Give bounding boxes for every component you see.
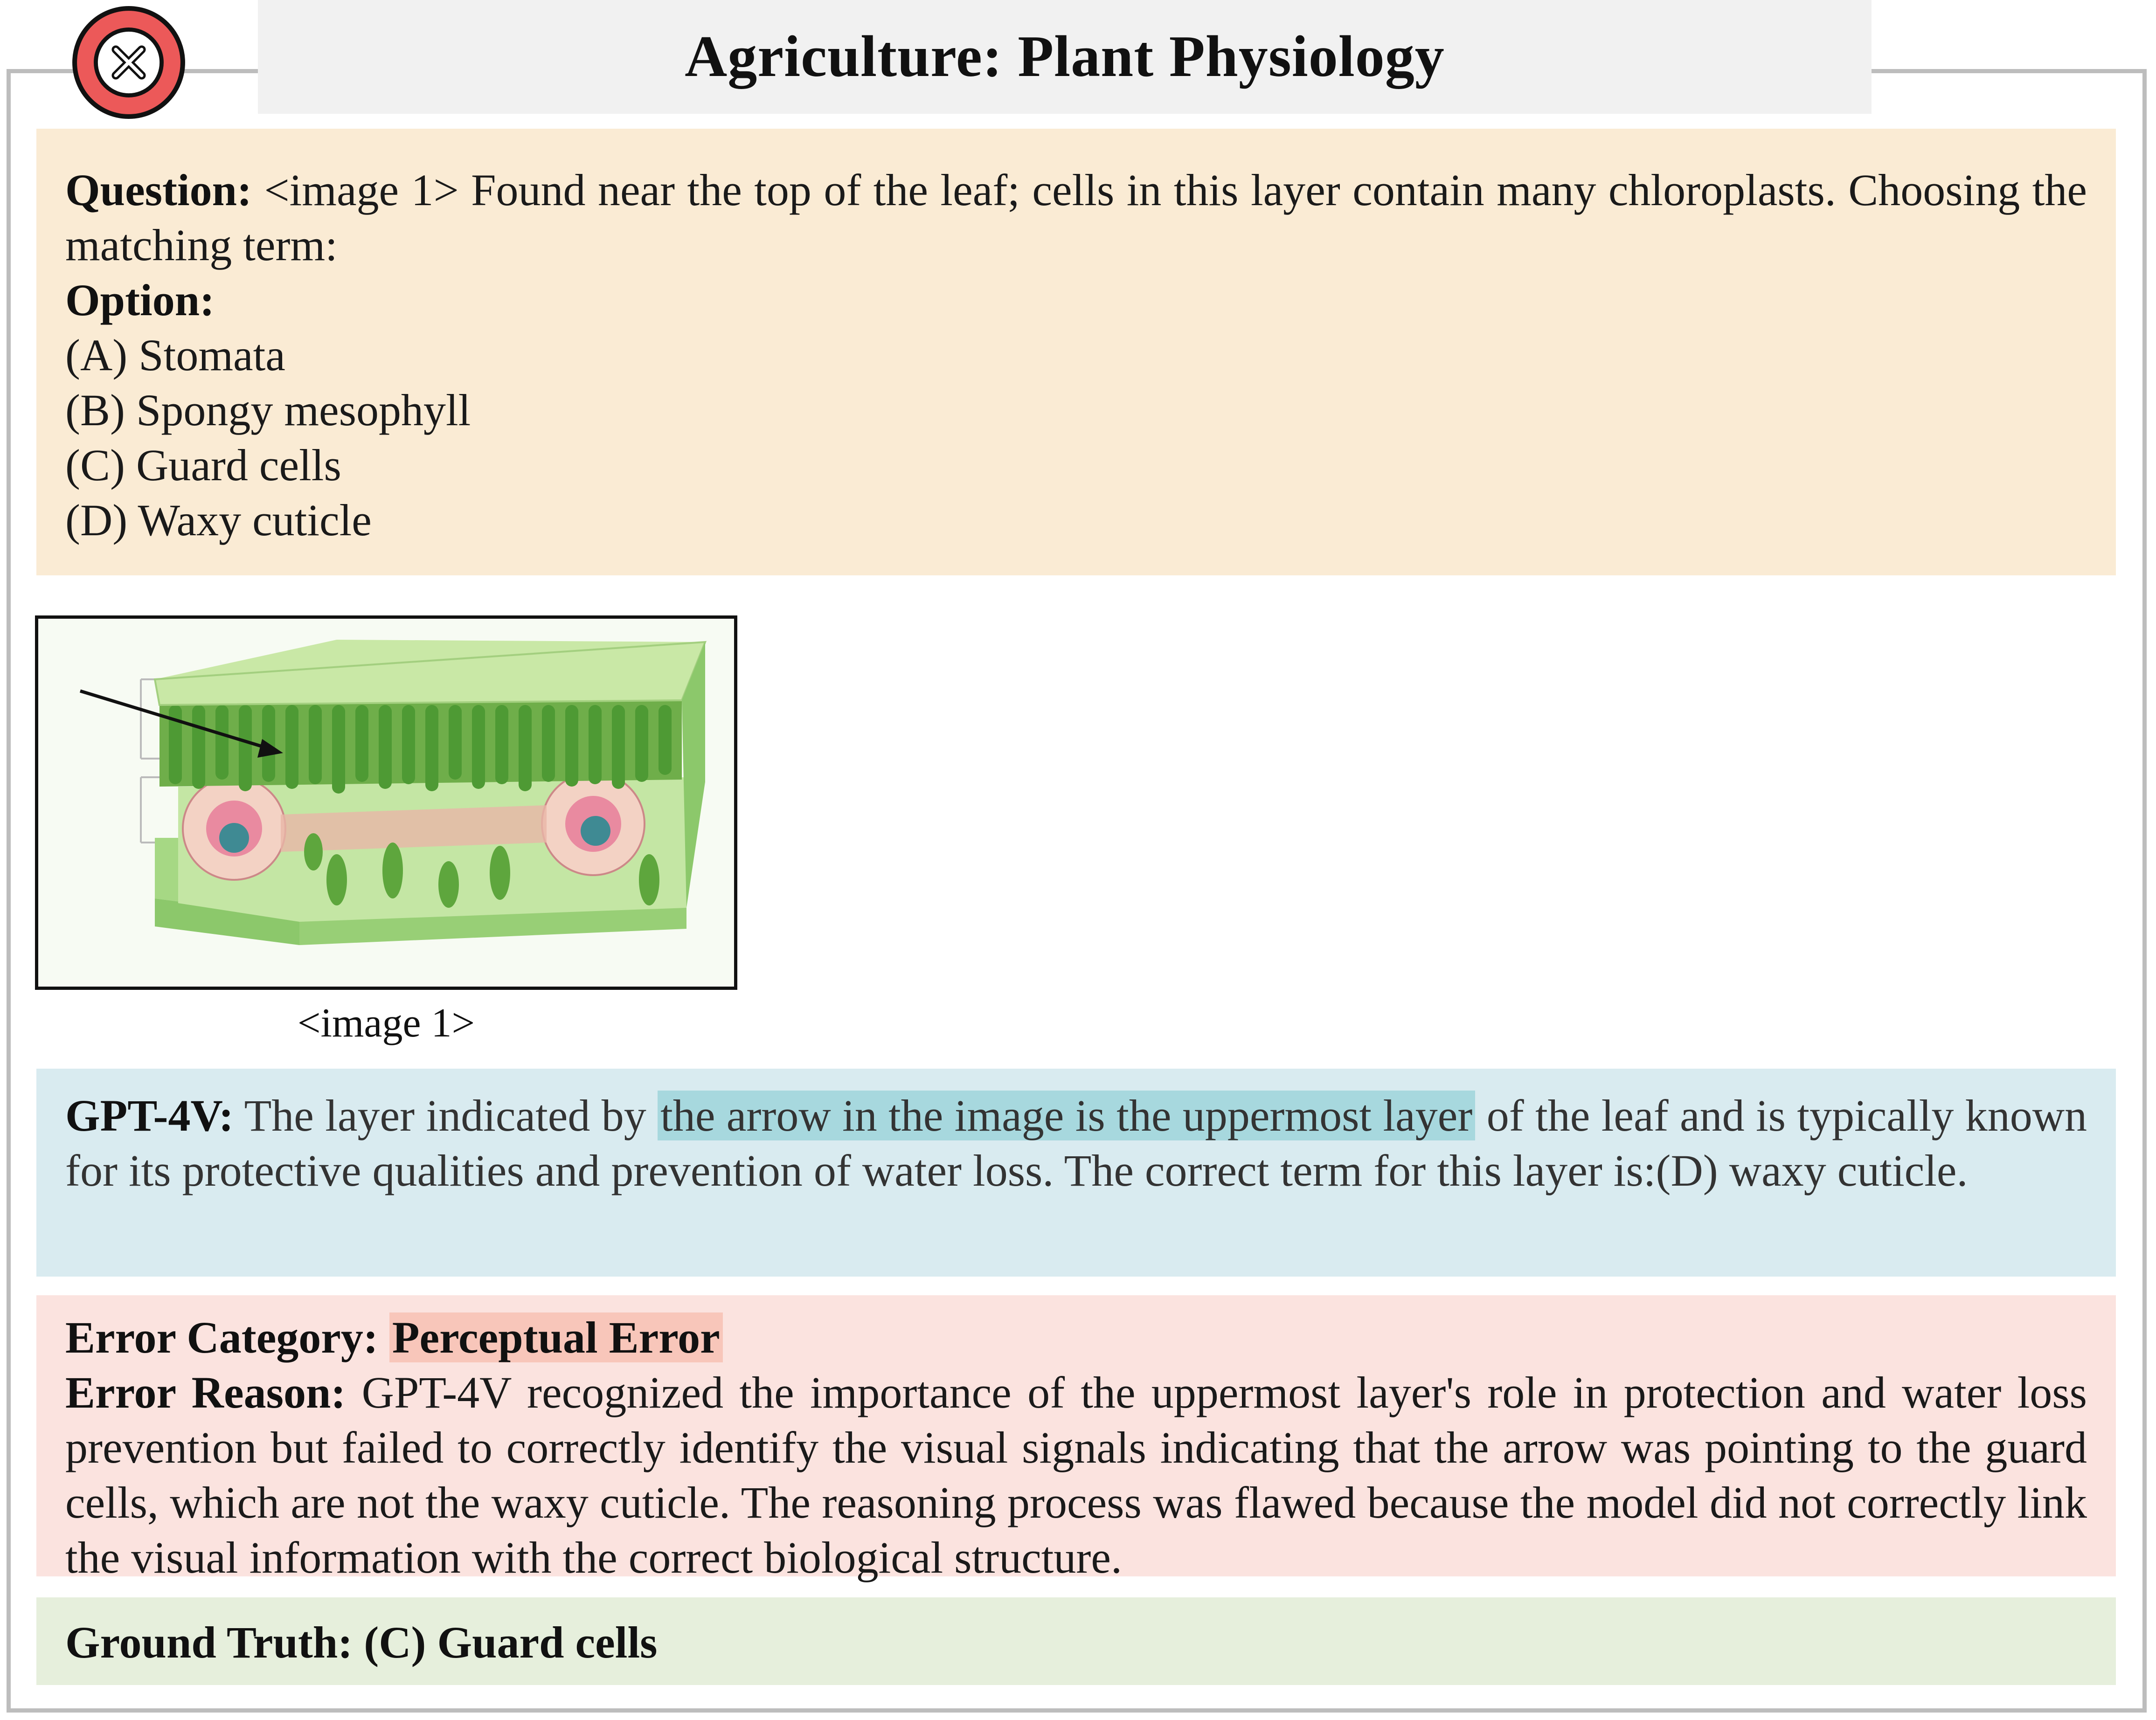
error-category-label: Error Category:	[65, 1312, 378, 1362]
answer-panel	[36, 1069, 2116, 1277]
error-category-badge: Perceptual Error	[389, 1312, 723, 1362]
error-category-line	[65, 1310, 2087, 1365]
error-reason-block	[65, 1365, 2087, 1585]
options-label: Option:	[65, 275, 215, 325]
answer-label: GPT-4V:	[65, 1091, 234, 1140]
ground-truth-panel	[36, 1597, 2116, 1685]
question-text: <image 1> Found near the top of the leaf; cells in this layer contain many chloroplasts. Choosing the matching term:	[65, 165, 2087, 270]
question-panel	[36, 129, 2116, 575]
leaf-figure	[35, 615, 737, 990]
option-a: (A) Stomata	[65, 330, 285, 380]
option-b: (B) Spongy mesophyll	[65, 385, 471, 435]
question-label: Question:	[65, 165, 252, 215]
error-panel	[36, 1295, 2116, 1582]
page-title: Agriculture: Plant Physiology	[685, 24, 1445, 89]
answer-text-before: The layer indicated by	[244, 1091, 646, 1140]
error-x-icon	[70, 4, 187, 121]
option-c: (C) Guard cells	[65, 440, 341, 490]
option-d: (D) Waxy cuticle	[65, 495, 372, 545]
error-reason-label: Error Reason:	[65, 1368, 346, 1417]
answer-text-after: of the leaf and is typically known for its protective qualities and prevention of water loss. The correct term for this layer is:(D) waxy cuticle.	[65, 1091, 2087, 1195]
error-reason-text: GPT-4V recognized the importance of the uppermost layer's role in protection and water loss prevention but failed to correctly identify the visual signals indicating that the arrow was pointing to the guard cells, which are not the waxy cuticle. The reasoning process was flawed because the model did not correctly link the visual information with the correct biological structure.	[65, 1368, 2087, 1582]
ground-truth-text: Ground Truth: (C) Guard cells	[65, 1617, 658, 1667]
question-block	[65, 163, 2087, 273]
leaf-cross-section-illustration	[38, 619, 734, 987]
figure-caption: <image 1>	[297, 1001, 475, 1046]
answer-highlight: the arrow in the image is the uppermost layer	[658, 1091, 1475, 1140]
title-bar	[258, 0, 1872, 114]
